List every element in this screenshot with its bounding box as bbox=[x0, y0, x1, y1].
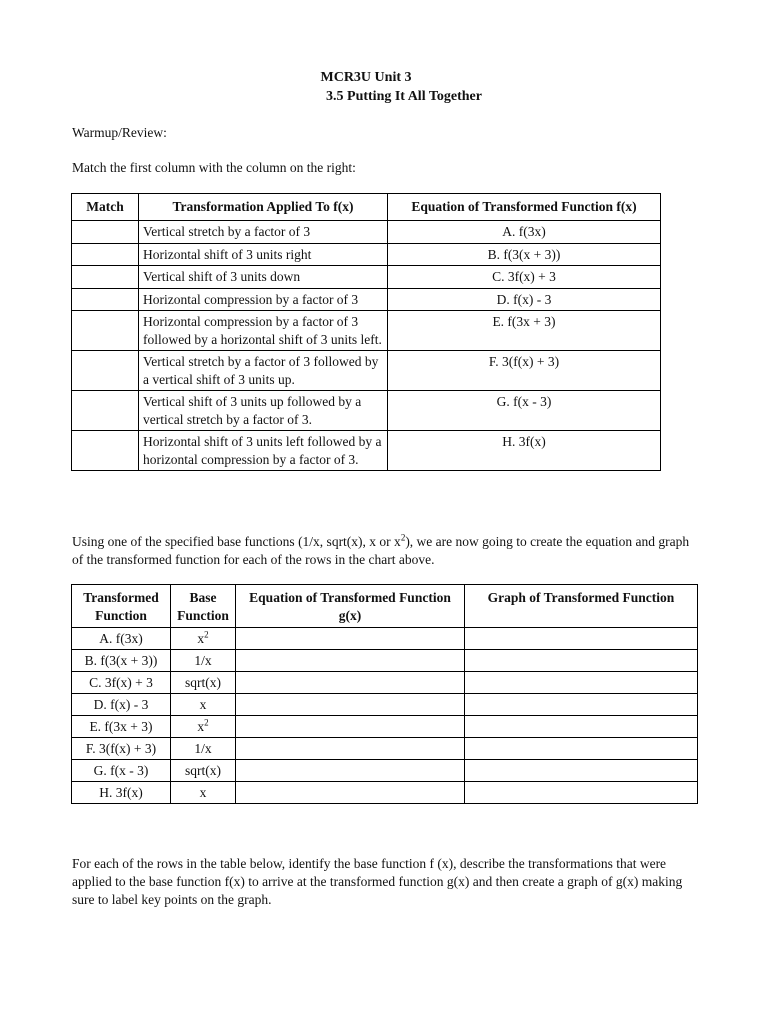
match-instruction: Match the first column with the column on the right: bbox=[72, 160, 356, 175]
match-answer-cell[interactable] bbox=[72, 351, 139, 391]
match-answer-cell[interactable] bbox=[72, 311, 139, 351]
equation-option-cell: D. f(x) - 3 bbox=[388, 288, 661, 311]
equation-g-answer-cell[interactable] bbox=[236, 760, 465, 782]
match-table-body bbox=[72, 221, 661, 471]
build-table bbox=[71, 584, 698, 804]
graph-answer-cell[interactable] bbox=[465, 628, 698, 650]
match-table-row bbox=[72, 266, 661, 289]
transformed-function-cell: F. 3(f(x) + 3) bbox=[72, 738, 171, 760]
transformed-function-cell: B. f(3(x + 3)) bbox=[72, 650, 171, 672]
transformation-cell: Horizontal compression by a factor of 3 bbox=[139, 288, 388, 311]
base-function-text: 1/x bbox=[194, 740, 212, 756]
graph-answer-cell[interactable] bbox=[465, 650, 698, 672]
build-table-row bbox=[72, 738, 698, 760]
match-answer-cell[interactable] bbox=[72, 243, 139, 266]
base-function-text: x bbox=[197, 718, 205, 734]
equation-option-cell: E. f(3x + 3) bbox=[388, 311, 661, 351]
base-function-text: sqrt(x) bbox=[185, 762, 221, 778]
base-function-cell bbox=[171, 716, 236, 738]
base-function-text: x bbox=[199, 784, 207, 800]
graph-answer-cell[interactable] bbox=[465, 782, 698, 804]
equation-g-answer-cell[interactable] bbox=[236, 650, 465, 672]
final-instruction: For each of the rows in the table below, identify the base function f (x), describe the transformations that were applied to the base function f(x) to arrive at the transformed function g(x) and then create a graph of g(x) making sure to label key points on the graph. bbox=[72, 856, 683, 907]
transformed-function-cell: G. f(x - 3) bbox=[72, 760, 171, 782]
match-table bbox=[71, 193, 661, 471]
match-table-header-row bbox=[72, 194, 661, 221]
build-table-row bbox=[72, 694, 698, 716]
base-function-text: sqrt(x) bbox=[185, 674, 221, 690]
transformed-function-cell: C. 3f(x) + 3 bbox=[72, 672, 171, 694]
graph-answer-cell[interactable] bbox=[465, 694, 698, 716]
transformation-cell: Vertical shift of 3 units up followed by a vertical stretch by a factor of 3. bbox=[139, 391, 388, 431]
graph-answer-cell[interactable] bbox=[465, 716, 698, 738]
base-function-cell bbox=[171, 672, 236, 694]
base-function-text: x bbox=[199, 696, 207, 712]
base-function-text: x bbox=[197, 630, 205, 646]
match-table-row bbox=[72, 288, 661, 311]
base-function-exponent: 2 bbox=[204, 629, 209, 640]
build-table-row bbox=[72, 760, 698, 782]
build-table-row bbox=[72, 782, 698, 804]
match-table-row bbox=[72, 391, 661, 431]
base-function-cell bbox=[171, 694, 236, 716]
transformation-cell: Horizontal compression by a factor of 3 followed by a horizontal shift of 3 units left. bbox=[139, 311, 388, 351]
graph-answer-cell[interactable] bbox=[465, 738, 698, 760]
build-table-row bbox=[72, 672, 698, 694]
transformed-function-cell: A. f(3x) bbox=[72, 628, 171, 650]
header-match: Match bbox=[72, 194, 139, 221]
equation-g-answer-cell[interactable] bbox=[236, 672, 465, 694]
equation-option-cell: C. 3f(x) + 3 bbox=[388, 266, 661, 289]
transformed-function-cell: D. f(x) - 3 bbox=[72, 694, 171, 716]
build-table-header-row bbox=[72, 585, 698, 628]
header-transformed-function: Transformed Function bbox=[72, 585, 171, 628]
transformation-cell: Horizontal shift of 3 units left followed by a horizontal compression by a factor of 3. bbox=[139, 431, 388, 471]
match-answer-cell[interactable] bbox=[72, 266, 139, 289]
equation-g-answer-cell[interactable] bbox=[236, 738, 465, 760]
transformation-cell: Vertical shift of 3 units down bbox=[139, 266, 388, 289]
equation-g-answer-cell[interactable] bbox=[236, 716, 465, 738]
equation-option-cell: A. f(3x) bbox=[388, 221, 661, 244]
header-graph: Graph of Transformed Function bbox=[465, 585, 698, 628]
build-table-row bbox=[72, 628, 698, 650]
equation-option-cell: B. f(3(x + 3)) bbox=[388, 243, 661, 266]
match-answer-cell[interactable] bbox=[72, 391, 139, 431]
graph-answer-cell[interactable] bbox=[465, 672, 698, 694]
base-function-exponent: 2 bbox=[204, 717, 209, 728]
match-table-row bbox=[72, 351, 661, 391]
base-function-cell bbox=[171, 782, 236, 804]
intro-text-after: ), we are now going to create the equation and graph of the transformed function for each of the rows in the chart above. bbox=[72, 534, 690, 567]
match-answer-cell[interactable] bbox=[72, 431, 139, 471]
equation-option-cell: F. 3(f(x) + 3) bbox=[388, 351, 661, 391]
build-table-row bbox=[72, 650, 698, 672]
equation-option-cell: H. 3f(x) bbox=[388, 431, 661, 471]
lesson-title: 3.5 Putting It All Together bbox=[326, 89, 482, 104]
base-function-cell bbox=[171, 738, 236, 760]
intro-exponent: 2 bbox=[400, 532, 406, 543]
base-function-cell bbox=[171, 650, 236, 672]
equation-g-answer-cell[interactable] bbox=[236, 628, 465, 650]
graph-answer-cell[interactable] bbox=[465, 760, 698, 782]
match-table-row bbox=[72, 431, 661, 471]
header-base-function: Base Function bbox=[171, 585, 236, 628]
base-function-cell bbox=[171, 628, 236, 650]
match-table-row bbox=[72, 311, 661, 351]
transformed-function-cell: H. 3f(x) bbox=[72, 782, 171, 804]
base-function-text: 1/x bbox=[194, 652, 212, 668]
warmup-label: Warmup/Review: bbox=[72, 125, 167, 140]
base-functions-intro bbox=[72, 533, 702, 569]
transformation-cell: Vertical stretch by a factor of 3 bbox=[139, 221, 388, 244]
base-function-cell bbox=[171, 760, 236, 782]
course-title: MCR3U Unit 3 bbox=[320, 70, 412, 85]
header-transformation: Transformation Applied To f(x) bbox=[139, 194, 388, 221]
equation-option-cell: G. f(x - 3) bbox=[388, 391, 661, 431]
match-answer-cell[interactable] bbox=[72, 221, 139, 244]
header-equation-g: Equation of Transformed Function g(x) bbox=[236, 585, 465, 628]
intro-text-before: Using one of the specified base functions (1/x, sqrt(x), x or x bbox=[72, 534, 401, 549]
match-table-row bbox=[72, 243, 661, 266]
header-equation: Equation of Transformed Function f(x) bbox=[388, 194, 661, 221]
match-table-row bbox=[72, 221, 661, 244]
equation-g-answer-cell[interactable] bbox=[236, 694, 465, 716]
match-answer-cell[interactable] bbox=[72, 288, 139, 311]
build-table-row bbox=[72, 716, 698, 738]
equation-g-answer-cell[interactable] bbox=[236, 782, 465, 804]
transformation-cell: Horizontal shift of 3 units right bbox=[139, 243, 388, 266]
build-table-body bbox=[72, 628, 698, 804]
transformation-cell: Vertical stretch by a factor of 3 followed by a vertical shift of 3 units up. bbox=[139, 351, 388, 391]
transformed-function-cell: E. f(3x + 3) bbox=[72, 716, 171, 738]
